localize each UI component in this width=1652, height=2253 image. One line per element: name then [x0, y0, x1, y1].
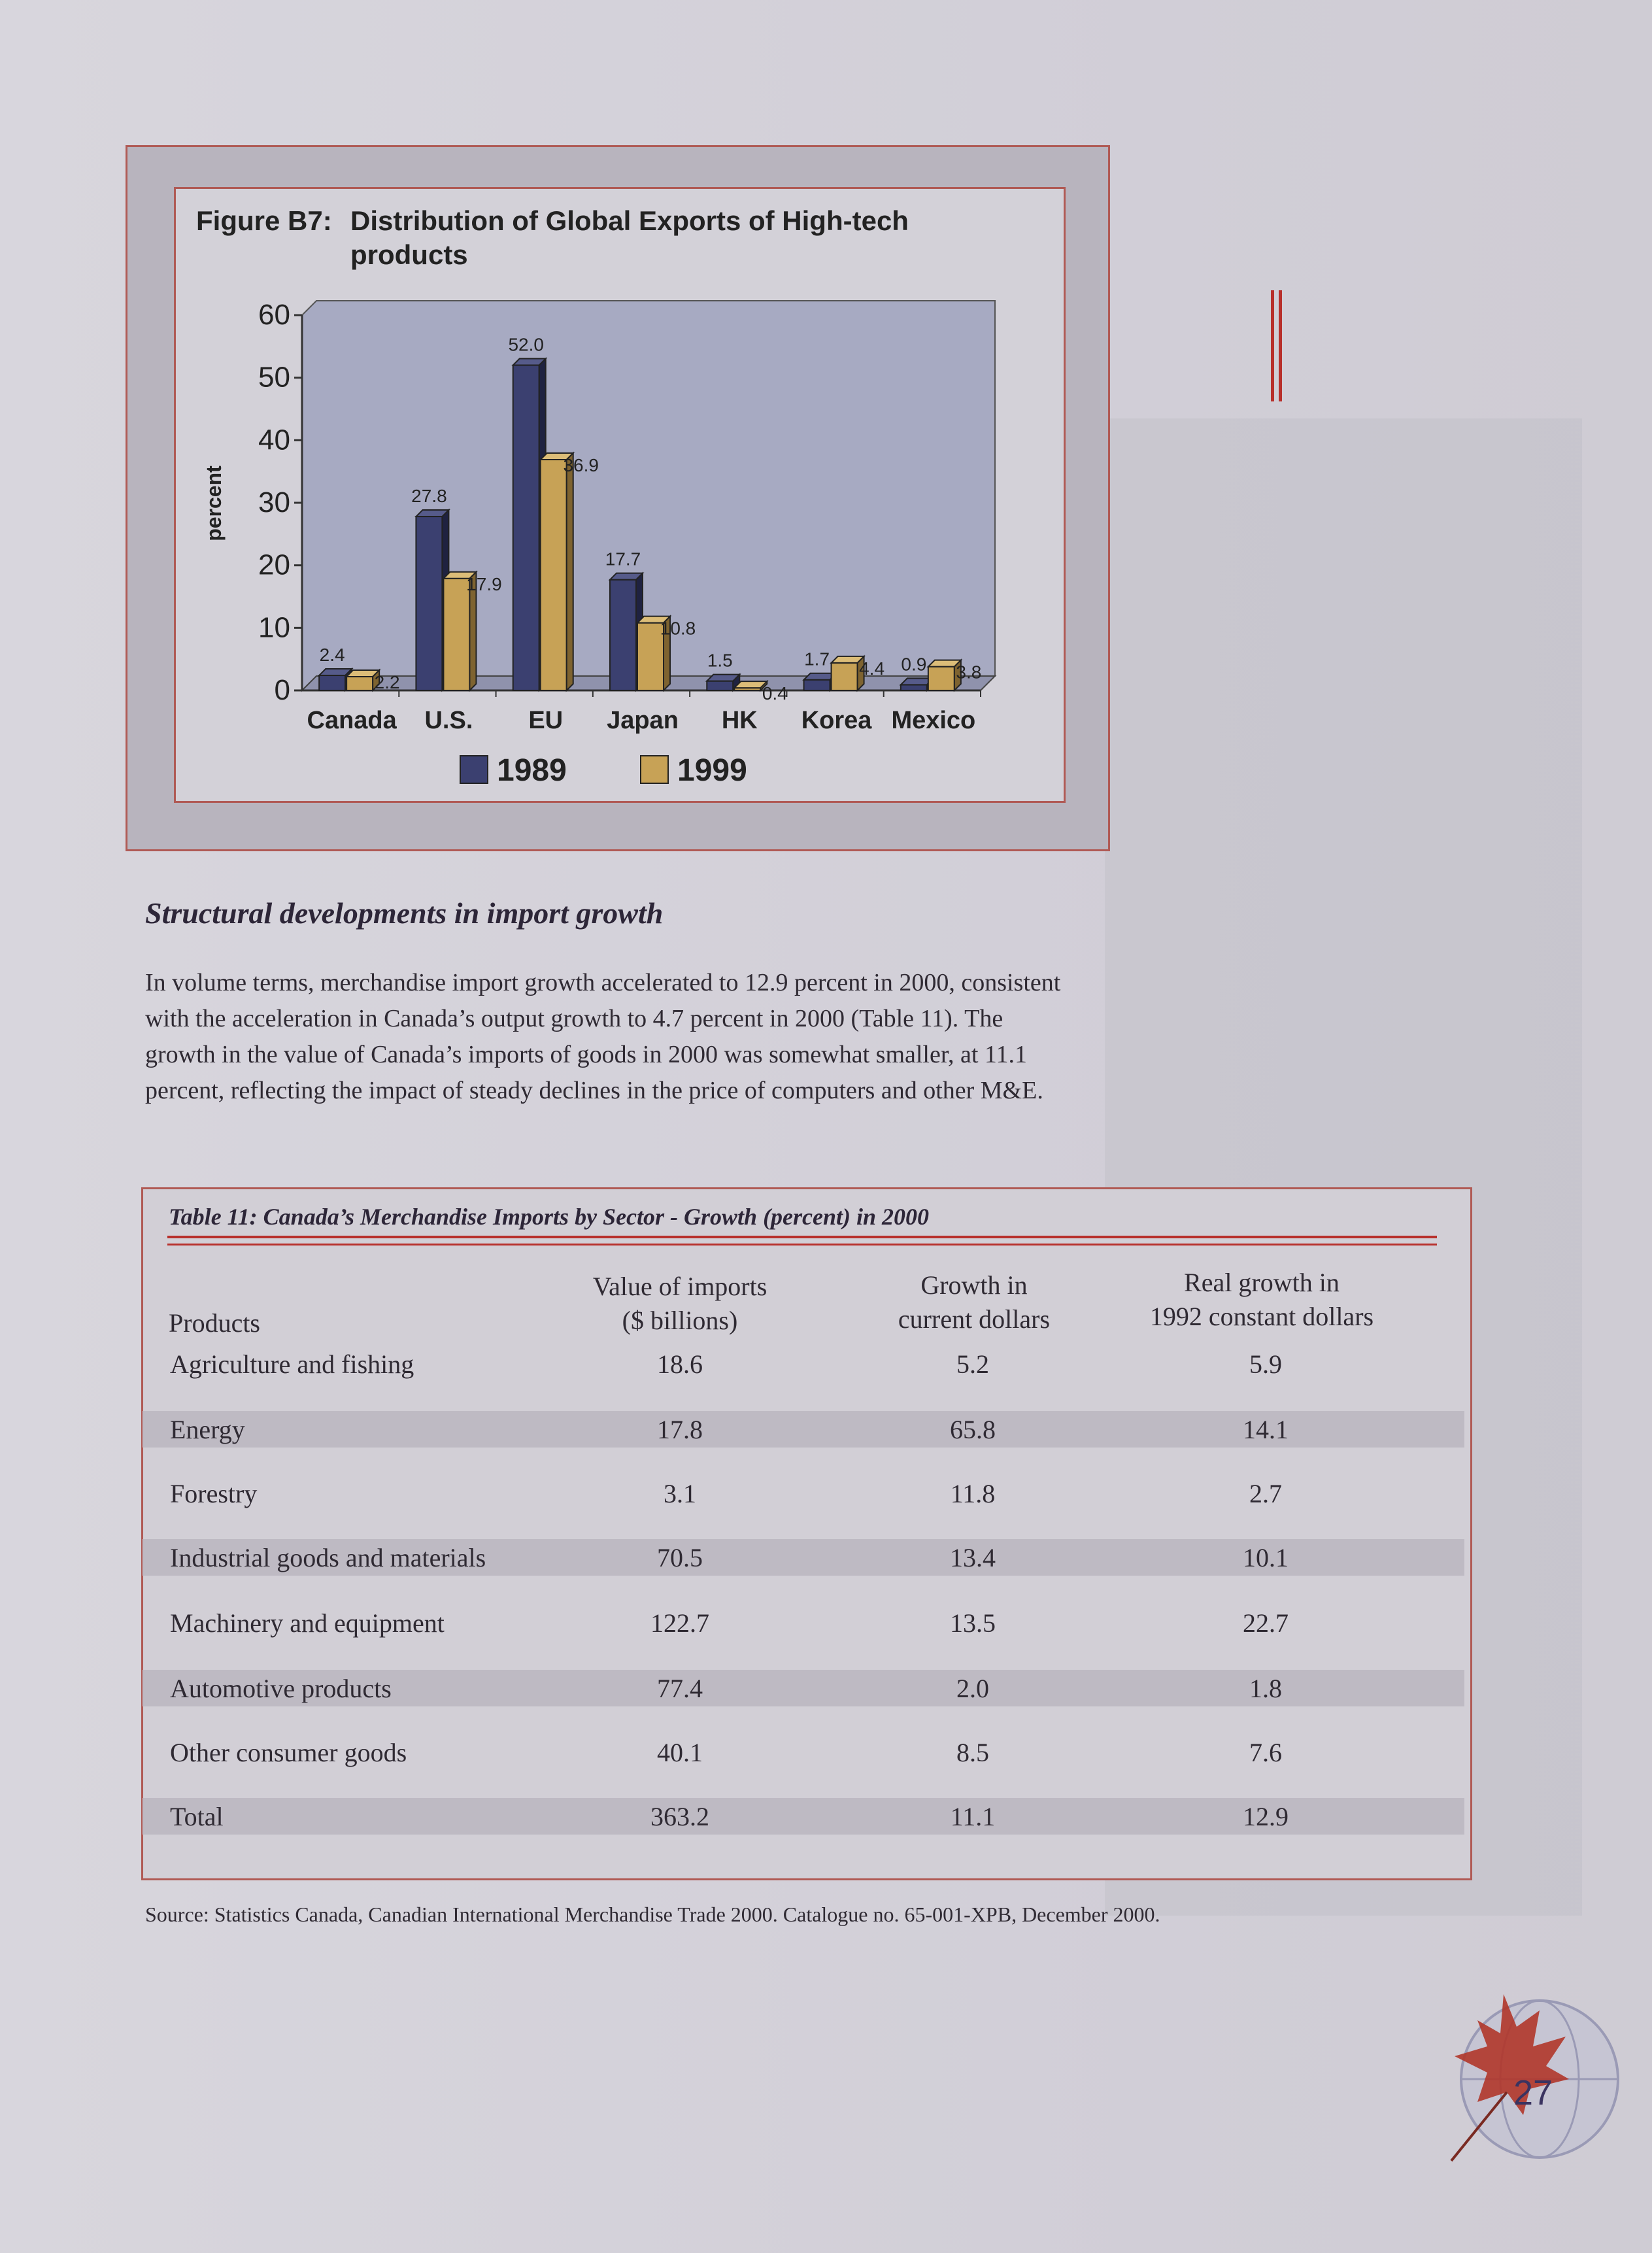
bar-1989 [901, 685, 927, 690]
y-tick-label: 20 [258, 549, 290, 581]
y-tick-label: 30 [258, 486, 290, 518]
column-header-real [1111, 1266, 1412, 1334]
column-header-value [536, 1270, 824, 1338]
accent-bar-left [1271, 290, 1274, 401]
cell-growth: 11.8 [950, 1479, 996, 1508]
cell-growth: 13.5 [950, 1608, 996, 1638]
x-tick-label: HK [721, 707, 758, 734]
legend-label-1989: 1989 [497, 753, 567, 788]
data-label: 17.9 [466, 573, 502, 594]
bar-1989 [416, 517, 442, 690]
bar-1989 [707, 681, 733, 690]
cell-product: Total [170, 1802, 224, 1831]
legend-label-1999: 1999 [677, 753, 747, 788]
data-label: 27.8 [411, 486, 447, 507]
bar-chart [0, 0, 1652, 856]
bar-1989 [319, 675, 345, 690]
legend-swatch-1989 [460, 756, 488, 783]
data-label: 0.9 [901, 654, 927, 675]
cell-real-growth: 7.6 [1249, 1738, 1282, 1767]
data-label: 17.7 [605, 549, 641, 569]
x-tick-label: Korea [801, 707, 872, 734]
cell-product: Forestry [170, 1479, 258, 1508]
table-title: Table 11: Canada’s Merchandise Imports by Sector - Growth (percent) in 2000 [169, 1204, 930, 1230]
bar-1999 [541, 460, 567, 690]
column-header-products: Products [169, 1308, 260, 1338]
x-tick-label: EU [528, 707, 564, 734]
column-header-growth-line2: current dollars [898, 1304, 1051, 1334]
table-title-rule [167, 1244, 1437, 1245]
y-tick-label: 60 [258, 299, 290, 331]
table-title-rule [167, 1236, 1437, 1238]
cell-growth: 65.8 [950, 1415, 996, 1444]
column-header-growth [843, 1268, 1105, 1336]
x-tick-label: Mexico [891, 707, 976, 734]
y-tick-label: 10 [258, 611, 290, 644]
y-tick-label: 40 [258, 424, 290, 456]
cell-value: 77.4 [657, 1674, 703, 1703]
cell-value: 18.6 [657, 1349, 703, 1379]
bar-1999 [346, 677, 373, 690]
cell-product: Energy [170, 1415, 245, 1444]
cell-value: 122.7 [650, 1608, 709, 1638]
bar-1999 [928, 667, 954, 690]
data-label: 4.4 [859, 658, 885, 679]
legend-swatch-1999 [641, 756, 668, 783]
data-label: 3.8 [956, 662, 982, 683]
cell-value: 363.2 [650, 1802, 709, 1831]
data-label: 0.4 [762, 683, 788, 704]
cell-product: Agriculture and fishing [170, 1349, 414, 1379]
body-paragraph: In volume terms, merchandise import growth accelerated to 12.9 percent in 2000, consistent with the acceleration in Canada’s output growth to 4.7 percent in 2000 (Table 11). The growth in the value of Canada’s imports of goods in 2000 was somewhat smaller, at 11.1 percent, reflecting the impact of steady declines in the price of computers and other M&E. [145, 969, 1061, 1104]
cell-real-growth: 5.9 [1249, 1349, 1282, 1379]
cell-product: Other consumer goods [170, 1738, 407, 1767]
cell-value: 40.1 [657, 1738, 703, 1767]
data-label: 52.0 [508, 334, 544, 355]
y-tick-label: 50 [258, 361, 290, 394]
x-tick-label: Canada [307, 707, 397, 734]
data-label: 1.7 [804, 649, 830, 669]
x-tick-label: U.S. [424, 707, 473, 734]
y-tick-label: 0 [274, 674, 290, 706]
cell-growth: 13.4 [950, 1543, 996, 1572]
cell-value: 3.1 [664, 1479, 696, 1508]
cell-growth: 11.1 [950, 1802, 996, 1831]
figure-label: Figure B7: [196, 205, 332, 236]
cell-growth: 8.5 [956, 1738, 989, 1767]
cell-real-growth: 14.1 [1243, 1415, 1289, 1444]
y-axis-label: percent [202, 466, 226, 541]
cell-product: Automotive products [170, 1674, 392, 1703]
data-label: 1.5 [707, 650, 733, 671]
bar-1989 [513, 365, 539, 690]
data-label: 10.8 [660, 618, 696, 639]
cell-real-growth: 1.8 [1249, 1674, 1282, 1703]
x-tick-label: Japan [607, 707, 679, 734]
cell-growth: 5.2 [956, 1349, 989, 1379]
cell-real-growth: 10.1 [1243, 1543, 1289, 1572]
column-header-value-line1: Value of imports [592, 1272, 767, 1301]
cell-real-growth: 2.7 [1249, 1479, 1282, 1508]
accent-bar-right [1279, 290, 1282, 401]
section-heading: Structural developments in import growth [145, 896, 664, 930]
page-number: 27 [1513, 2073, 1553, 2112]
column-header-growth-line1: Growth in [920, 1270, 1028, 1300]
column-header-value-line2: ($ billions) [622, 1306, 738, 1335]
bar-side-1999 [567, 453, 573, 690]
column-header-real-line1: Real growth in [1184, 1268, 1340, 1297]
bar-1989 [804, 680, 830, 690]
cell-real-growth: 22.7 [1243, 1608, 1289, 1638]
column-header-real-line2: 1992 constant dollars [1149, 1302, 1374, 1331]
data-label: 2.4 [319, 645, 345, 666]
cell-value: 17.8 [657, 1415, 703, 1444]
figure-title-text: Distribution of Global Exports of High-tech products [350, 205, 909, 270]
cell-product: Industrial goods and materials [170, 1543, 486, 1572]
cell-product: Machinery and equipment [170, 1608, 445, 1638]
bar-1999 [832, 663, 858, 690]
cell-value: 70.5 [657, 1543, 703, 1572]
cell-real-growth: 12.9 [1243, 1802, 1289, 1831]
data-label: 2.2 [374, 671, 400, 692]
cell-growth: 2.0 [956, 1674, 989, 1703]
table-source: Source: Statistics Canada, Canadian International Merchandise Trade 2000. Catalogue no. 65-001-XPB, December 2000. [145, 1903, 1160, 1926]
data-label: 36.9 [563, 454, 599, 475]
bar-1989 [610, 580, 636, 690]
bar-1999 [443, 579, 469, 690]
